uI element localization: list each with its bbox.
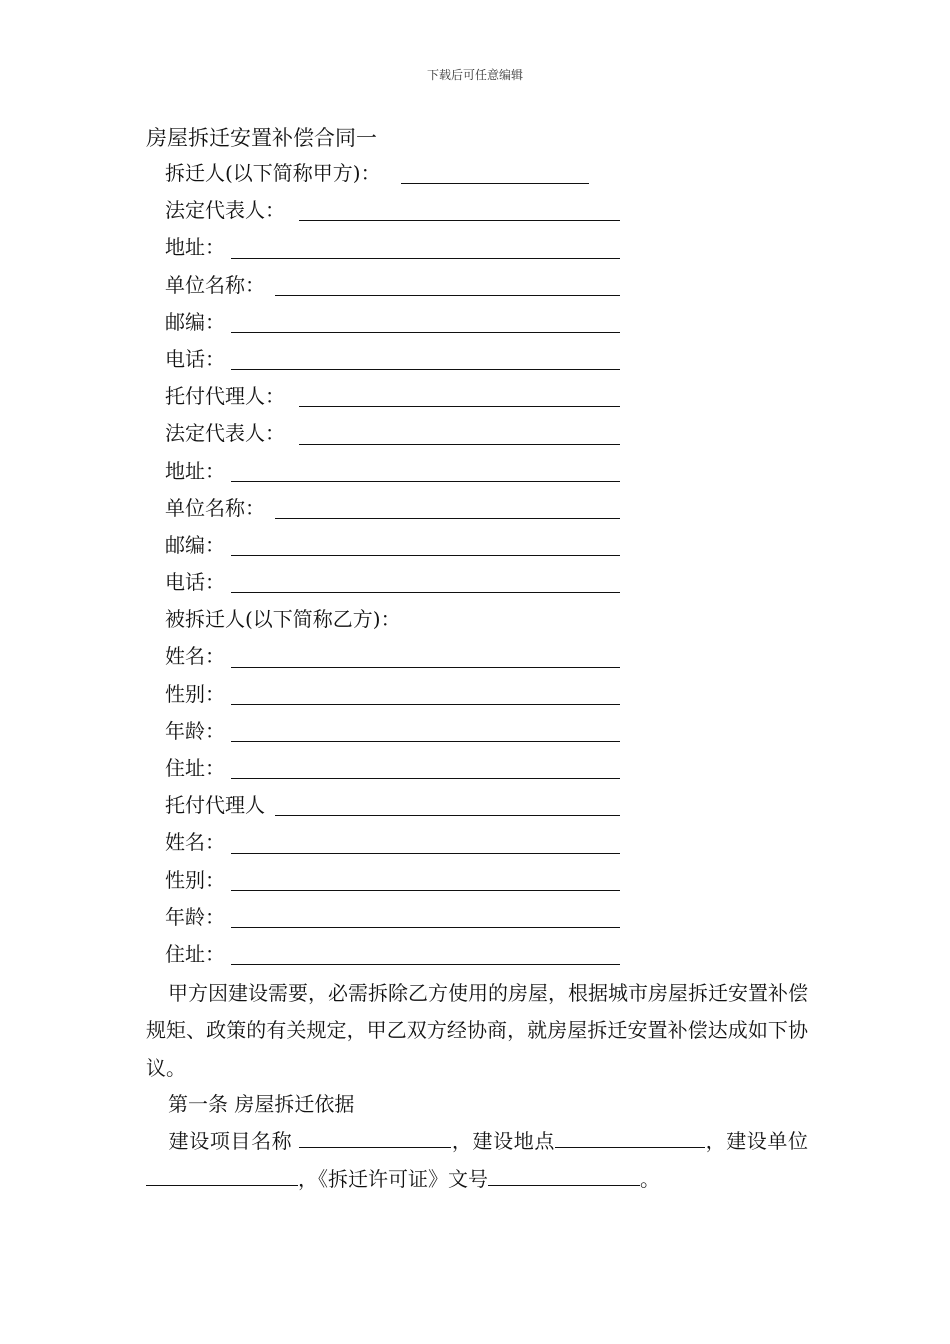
fill-line[interactable]: [275, 815, 620, 816]
article-1-heading: 第一条 房屋拆迁依据: [168, 1092, 355, 1116]
fill-line[interactable]: [299, 406, 620, 407]
field-label: 姓名：: [165, 830, 225, 855]
field-label: 电话：: [165, 570, 225, 595]
field-postcode-2: [165, 527, 625, 564]
party-fields: [165, 155, 625, 973]
field-address-2: [165, 453, 625, 490]
field-demolished-party: [165, 601, 625, 638]
fill-line[interactable]: [231, 369, 620, 370]
permit-number-blank[interactable]: [488, 1163, 640, 1186]
field-label: 地址：: [165, 458, 225, 483]
field-name-2: [165, 824, 625, 861]
article-1: [146, 1086, 808, 1198]
fill-line[interactable]: [231, 964, 620, 965]
field-unit-name: [165, 267, 625, 304]
location-blank[interactable]: [555, 1125, 705, 1148]
fill-line[interactable]: [231, 258, 620, 259]
field-label: 电话：: [165, 346, 225, 371]
field-phone: [165, 341, 625, 378]
document-title: 房屋拆迁安置补偿合同一: [146, 126, 377, 150]
field-label: 姓名：: [165, 644, 225, 669]
field-label: 年龄：: [165, 904, 225, 929]
fill-line[interactable]: [275, 518, 620, 519]
field-label: 被拆迁人(以下简称乙方)：: [165, 607, 401, 632]
field-label: 住址：: [165, 756, 225, 780]
fill-line[interactable]: [275, 295, 620, 296]
field-agent-2: [165, 787, 625, 824]
field-address: [165, 229, 625, 266]
field-label: 年龄：: [165, 718, 225, 743]
field-label: 邮编：: [165, 532, 225, 557]
field-label: 住址：: [165, 941, 225, 966]
article-1-body: 建设项目名称 ，建设地点 ，建设单位，《拆迁许可证》文号 。: [146, 1123, 808, 1198]
fill-line[interactable]: [231, 481, 620, 482]
fill-line[interactable]: [231, 332, 620, 333]
builder-blank[interactable]: [146, 1163, 298, 1186]
field-postcode: [165, 304, 625, 341]
fill-line[interactable]: [231, 704, 620, 705]
field-legal-rep-2: [165, 415, 625, 452]
field-label: 地址：: [165, 235, 225, 260]
fill-line[interactable]: [231, 890, 620, 891]
fill-line[interactable]: [231, 592, 620, 593]
intro-paragraph: [146, 975, 808, 1087]
field-label: 法定代表人：: [165, 421, 285, 446]
field-label: 法定代表人：: [165, 198, 285, 223]
field-gender: [165, 676, 625, 713]
field-demolisher: [165, 155, 625, 192]
field-label: 托付代理人：: [165, 384, 285, 409]
field-label: 拆迁人(以下简称甲方)：: [165, 161, 381, 185]
fill-line[interactable]: [231, 741, 620, 742]
field-agent: [165, 378, 625, 415]
field-legal-rep: [165, 192, 625, 229]
field-label: 性别：: [165, 681, 225, 706]
intro-text: 甲方因建设需要，必需拆除乙方使用的房屋，根据城市房屋拆迁安置补偿规矩、政策的有关规定，甲乙双方经协商，就房屋拆迁安置补偿达成如下协议。: [146, 981, 808, 1080]
field-unit-name-2: [165, 490, 625, 527]
page-header: 下载后可任意编辑: [426, 68, 523, 82]
fill-line[interactable]: [401, 183, 589, 184]
fill-line[interactable]: [231, 927, 620, 928]
field-label: 性别：: [165, 867, 225, 892]
field-label: 托付代理人: [165, 793, 265, 818]
fill-line[interactable]: [231, 778, 620, 779]
field-label: 单位名称：: [165, 272, 265, 297]
field-residence: [165, 750, 625, 787]
field-phone-2: [165, 564, 625, 601]
project-name-blank[interactable]: [299, 1125, 451, 1148]
fill-line[interactable]: [231, 853, 620, 854]
fill-line[interactable]: [231, 555, 620, 556]
fill-line[interactable]: [299, 444, 620, 445]
field-age: [165, 713, 625, 750]
field-age-2: [165, 899, 625, 936]
fill-line[interactable]: [231, 667, 620, 668]
fill-line[interactable]: [299, 220, 620, 221]
field-gender-2: [165, 862, 625, 899]
field-label: 邮编：: [165, 309, 225, 334]
field-label: 单位名称：: [165, 495, 265, 520]
field-name: [165, 638, 625, 675]
field-residence-2: [165, 936, 625, 973]
